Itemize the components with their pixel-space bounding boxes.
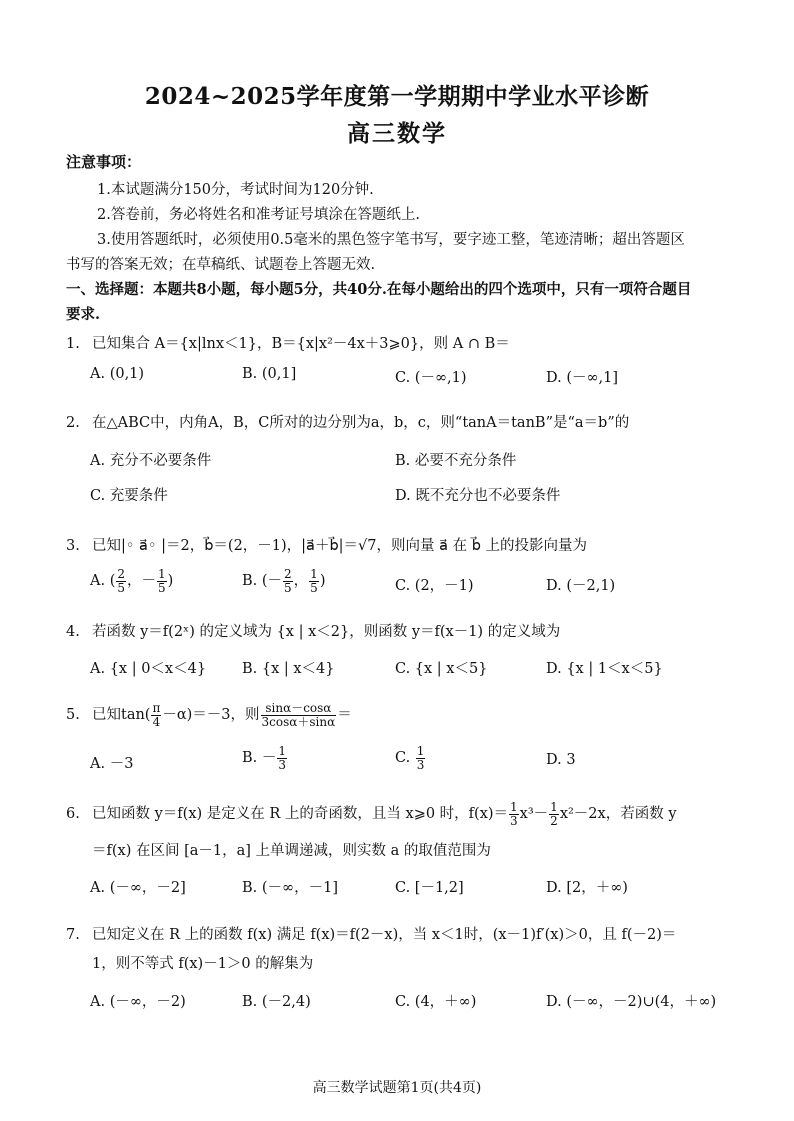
- q5-ratio-denominator: 3cosα＋sinα: [261, 714, 336, 729]
- q5-c-fraction: [416, 745, 426, 771]
- notice-item-3-line2: 书写的答案无效；在草稿纸、试题卷上答题无效.: [66, 257, 376, 273]
- q6-frac2-den: 2: [550, 813, 558, 828]
- q5-b-den: 3: [278, 757, 287, 772]
- notice-item-2: 2.答卷前，务必将姓名和准考证号填涂在答题纸上.: [97, 207, 420, 223]
- notice-item-1: 1.本试题满分150分，考试时间为120分钟.: [97, 182, 374, 198]
- q6-option-c: C. [－1,2]: [395, 880, 464, 896]
- q5-option-d: D. 3: [546, 752, 576, 768]
- q7-option-b: B. (－2,4): [242, 994, 311, 1010]
- question-5: [66, 702, 352, 728]
- question-stem: 若函数 y＝f(2ˣ) 的定义域为 {x | x＜2}，则函数 y＝f(x－1) 的定义域为: [92, 624, 561, 640]
- q5-option-c: [395, 745, 426, 771]
- q5-ratio-fraction: [261, 702, 337, 728]
- q7-option-a: A. (－∞，－2): [90, 994, 186, 1010]
- q3-a-frac2: [157, 568, 167, 594]
- q3-b-suffix: ): [319, 573, 326, 590]
- question-stem: 已知集合 A＝{x|lnx＜1}，B＝{x|x²－4x＋3⩾0}，则 A ∩ B＝: [92, 336, 510, 352]
- q5-ratio-numerator: sinα－cosα: [261, 702, 337, 716]
- q4-option-d: D. {x | 1＜x＜5}: [546, 661, 663, 677]
- q5-b-num: 1: [278, 744, 287, 758]
- q2-option-a: A. 充分不必要条件: [90, 453, 212, 469]
- q5-pi: π: [152, 701, 161, 715]
- q5-four: 4: [152, 714, 161, 729]
- q6-stem-prefix: 已知函数 y＝f(x) 是定义在 R 上的奇函数，且当 x⩾0 时，f(x)＝: [92, 806, 509, 823]
- question-number: 2.: [66, 415, 80, 431]
- q1-option-d: D. (－∞,1]: [546, 370, 619, 386]
- q1-option-b: B. (0,1]: [242, 366, 297, 382]
- q5-b-prefix: B. －: [242, 750, 277, 767]
- q3-b-frac2-den: 5: [310, 580, 318, 595]
- q3-a-suffix: ): [167, 573, 174, 590]
- q5-pi-over-4: [151, 702, 161, 728]
- q4-option-b: B. {x | x＜4}: [242, 661, 335, 677]
- q3-a-frac1-den: 5: [117, 580, 125, 595]
- q5-option-a: A. －3: [90, 756, 134, 772]
- q3-option-c: C. (2，－1): [395, 578, 474, 594]
- q6-frac1-den: 3: [510, 813, 518, 828]
- q2-option-b: B. 必要不充分条件: [395, 453, 517, 469]
- q6-frac1-num: 1: [510, 800, 518, 814]
- q5-b-fraction: [277, 745, 287, 771]
- q1-option-a: A. (0,1): [90, 366, 145, 382]
- q5-stem-prefix: 已知tan(: [92, 707, 151, 724]
- q3-a-mid: ，－: [127, 573, 156, 590]
- q4-option-c: C. {x | x＜5}: [395, 661, 488, 677]
- q3-a-frac2-den: 5: [158, 580, 166, 595]
- q2-option-d: D. 既不充分也不必要条件: [395, 488, 561, 504]
- q6-option-a: A. (－∞，－2]: [90, 880, 186, 896]
- q6-stem-mid: x³－: [519, 806, 549, 823]
- q6-stem-suffix: x²－2x，若函数 y: [559, 806, 677, 823]
- q3-option-a: [90, 568, 173, 594]
- q4-option-a: A. {x | 0＜x＜4}: [90, 661, 207, 677]
- q3-b-frac2: [309, 568, 319, 594]
- question-stem: 已知|◦ a⃗◦ |＝2，b⃗＝(2，－1)，|a⃗＋b⃗|＝√7，则向量 a⃗ 在 b⃗ 上的投影向量为: [92, 538, 588, 554]
- q3-b-frac2-num: 1: [310, 567, 318, 581]
- q5-stem-mid: －α)＝－3，则: [162, 707, 260, 724]
- question-7: [66, 923, 676, 944]
- section-heading-line2: 要求.: [66, 306, 101, 323]
- q3-a-frac1-num: 2: [117, 567, 125, 581]
- question-6: [66, 801, 677, 827]
- exam-subtitle: 高三数学: [347, 120, 447, 147]
- question-number: 5.: [66, 707, 80, 724]
- q6-frac-one-third: [509, 801, 519, 827]
- q6-option-d: D. [2，＋∞): [546, 880, 628, 896]
- q3-option-b: [242, 568, 325, 594]
- notice-item-3-line1: 3.使用答题纸时，必须使用0.5毫米的黑色签字笔书写，要字迹工整，笔迹清晰；超出答题区: [97, 232, 685, 248]
- q5-option-b: [242, 745, 288, 771]
- q3-a-frac2-num: 1: [158, 567, 166, 581]
- q3-b-frac1: [283, 568, 293, 594]
- q1-option-c: C. (－∞,1): [395, 370, 467, 386]
- question-4: [66, 620, 560, 641]
- question-3: [66, 534, 587, 555]
- q3-option-d: D. (－2,1): [546, 578, 616, 594]
- q6-option-b: B. (－∞，－1]: [242, 880, 338, 896]
- question-number: 6.: [66, 806, 80, 823]
- q5-c-num: 1: [416, 744, 425, 758]
- section-heading-line1: 一、选择题：本题共8小题，每小题5分，共40分.在每小题给出的四个选项中，只有一项符合题目: [66, 281, 692, 298]
- q5-c-prefix: C.: [395, 750, 411, 767]
- question-stem: 已知定义在 R 上的函数 f(x) 满足 f(x)＝f(2－x)，当 x＜1时，(x－1)f′(x)＞0，且 f(－2)＝: [92, 927, 677, 943]
- question-number: 4.: [66, 624, 80, 640]
- q3-b-frac1-den: 5: [284, 580, 292, 595]
- question-stem: 在△ABC中，内角A，B，C所对的边分别为a，b，c，则“tanA＝tanB”是“a＝b”的: [92, 415, 630, 431]
- q5-stem-suffix: ＝: [337, 707, 352, 724]
- q7-option-c: C. (4，＋∞): [395, 994, 477, 1010]
- question-number: 1.: [66, 336, 80, 352]
- q6-frac2-num: 1: [550, 800, 558, 814]
- exam-title: 2024~2025学年度第一学期期中学业水平诊断: [144, 83, 650, 110]
- question-number: 3.: [66, 538, 80, 554]
- q3-a-frac1: [116, 568, 126, 594]
- q7-stem-line2: 1，则不等式 f(x)－1＞0 的解集为: [92, 956, 314, 972]
- q7-option-d: D. (－∞，－2)∪(4，＋∞): [546, 994, 717, 1010]
- q6-frac-one-half: [549, 801, 559, 827]
- question-2: [66, 411, 629, 432]
- q5-c-den: 3: [416, 757, 425, 772]
- q3-b-frac1-num: 2: [284, 567, 292, 581]
- q3-b-mid: ，: [293, 573, 309, 590]
- question-number: 7.: [66, 927, 80, 943]
- q6-stem-line2: ＝f(x) 在区间 [a－1，a] 上单调递减，则实数 a 的取值范围为: [92, 843, 491, 859]
- q2-option-c: C. 充要条件: [90, 488, 168, 504]
- page-footer: 高三数学试题第1页(共4页): [312, 1080, 482, 1096]
- notice-heading: 注意事项：: [66, 153, 142, 171]
- q3-b-prefix: B. (－: [242, 573, 283, 590]
- question-1: [66, 332, 510, 353]
- q3-a-prefix: A. (: [90, 573, 116, 590]
